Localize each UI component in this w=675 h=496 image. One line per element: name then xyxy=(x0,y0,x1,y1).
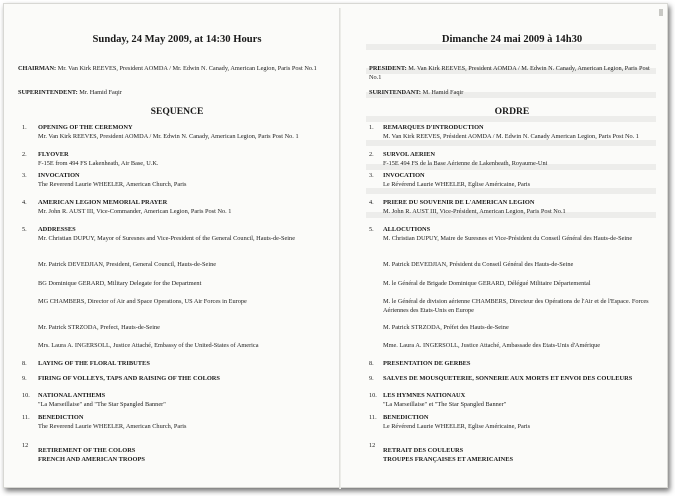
item-detail: Le Révérend Laurie WHEELER, Eglise Américaine, Paris xyxy=(383,180,531,188)
item-detail: Mr. John R. AUST III, Vice-Commander, American Legion, Paris Post No. 1 xyxy=(38,207,232,215)
chairman-line xyxy=(18,65,336,74)
sequence-item xyxy=(369,442,655,464)
item-title: PRESENTATION DE GERBES xyxy=(383,360,471,367)
item-detail: Mr. Van Kirk REEVES, President AOMDA / Mr. Edwin N. Canady, American Legion, Paris Post No. 1 xyxy=(38,132,299,140)
item-title: SALVES DE MOUSQUETERIE, SONNERIE AUX MORTS ET ENVOI DES COULEURS xyxy=(383,375,633,382)
program-document xyxy=(3,3,668,488)
superintendent-label: SUPERINTENDENT: xyxy=(18,89,78,96)
item-number: 11. xyxy=(22,414,30,421)
item-detail: M. John R. AUST III, Vice-Président, American Legion, Paris Post No.1 xyxy=(383,207,566,215)
address-speaker: M. Patrick STRZODA, Préfet des Hauts-de-Seine xyxy=(383,324,509,331)
item-title: LAYING OF THE FLORAL TRIBUTES xyxy=(38,360,150,367)
item-number: 5. xyxy=(369,226,374,233)
item-title: BENEDICTION xyxy=(383,414,429,421)
address-speaker: BG Dominique GERARD, Military Delegate for the Department xyxy=(38,280,202,287)
item-title: OPENING OF THE CEREMONY xyxy=(38,124,133,131)
item-number: 10. xyxy=(22,392,30,399)
item-title: BENEDICTION xyxy=(38,414,84,421)
superintendent-line xyxy=(369,89,655,98)
item-number: 4. xyxy=(22,199,27,206)
item-number: 3. xyxy=(22,172,27,179)
item-title: PRIERE DU SOUVENIR DE L'AMERICAN LEGION xyxy=(383,199,535,206)
item-number: 4. xyxy=(369,199,374,206)
chairman-text: M. Van Kirk REEVES, President AOMDA / M. Edwin N. Canady, American Legion, Paris Post No.1 xyxy=(369,65,650,81)
address-speaker: Mme. Laura A. INGERSOLL, Justice Attaché, Ambassade des Etats-Unis d'Amérique xyxy=(383,342,601,349)
item-number: 2. xyxy=(22,151,27,158)
item-detail: TROUPES FRANÇAISES ET AMERICAINES xyxy=(383,455,514,463)
sequence-item xyxy=(18,442,336,464)
item-detail: M. Van Kirk REEVES, Président AOMDA / M. Edwin N. Canady American Legion, Paris Post No. 1 xyxy=(383,132,639,140)
item-title: RETIREMENT OF THE COLORS xyxy=(38,447,136,454)
item-title: INVOCATION xyxy=(383,172,425,179)
sequence-item xyxy=(369,375,655,384)
page-title: Sunday, 24 May 2009, at 14:30 Hours xyxy=(92,34,262,45)
order-heading: ORDRE xyxy=(494,106,530,117)
item-number: 2. xyxy=(369,151,374,158)
item-detail: F-15E 494 FS de la Base Aérienne de Lakenheath, Royaume-Uni xyxy=(383,159,548,167)
superintendent-line xyxy=(18,89,336,98)
sequence-item xyxy=(369,226,655,243)
address-speaker: Mr. Patrick STRZODA, Prefect, Hauts-de-Seine xyxy=(38,324,160,331)
address-speaker: Mrs. Laura A. INGERSOLL, Justice Attaché, Embassy of the United-States of America xyxy=(38,342,259,349)
item-detail: Mr. Christian DUPUY, Mayor of Suresnes and Vice-President of the General Council, Hauts-de-Seine xyxy=(38,234,295,242)
sequence-item xyxy=(369,172,655,189)
item-number: 12 xyxy=(369,442,376,449)
item-number: 12 xyxy=(22,442,29,449)
item-title: AMERICAN LEGION MEMORIAL PRAYER xyxy=(38,199,168,206)
superintendent-text: M. Hamid Faqir xyxy=(422,89,464,96)
item-title: ALLOCUTIONS xyxy=(383,226,431,233)
sequence-item xyxy=(369,124,655,141)
item-title: FLYOVER xyxy=(38,151,69,158)
superintendent-text: Mr. Hamid Faqir xyxy=(79,89,122,96)
sequence-item xyxy=(18,172,336,189)
sequence-item xyxy=(18,375,336,384)
address-speaker: Mr. Patrick DEVEDJIAN, President, General Council, Hauts-de-Seine xyxy=(38,261,217,268)
sequence-item xyxy=(18,360,336,369)
item-number: 1. xyxy=(22,124,27,131)
item-number: 9. xyxy=(369,375,374,382)
item-detail: FRENCH AND AMERICAN TROOPS xyxy=(38,455,145,463)
item-detail: "La Marseillaise" and "The Star Spangled Banner" xyxy=(38,400,166,408)
sequence-item xyxy=(18,199,336,216)
item-detail: The Reverend Laurie WHEELER, American Church, Paris xyxy=(38,180,187,188)
page-title: Dimanche 24 mai 2009 à 14h30 xyxy=(441,34,583,45)
item-title: FIRING OF VOLLEYS, TAPS AND RAISING OF THE COLORS xyxy=(38,375,220,382)
chairman-label: PRESIDENT: xyxy=(369,65,407,72)
item-title: ADDRESSES xyxy=(38,226,76,233)
sequence-item xyxy=(369,199,655,216)
item-number: 10. xyxy=(369,392,377,399)
item-detail: Le Révérend Laurie WHEELER, Eglise Américaine, Paris xyxy=(383,422,531,430)
item-title: INVOCATION xyxy=(38,172,80,179)
sequence-heading: SEQUENCE xyxy=(150,106,204,117)
sequence-item xyxy=(369,392,655,409)
sequence-item xyxy=(18,392,336,409)
item-title: LES HYMNES NATIONAUX xyxy=(383,392,466,399)
sequence-item xyxy=(18,414,336,431)
address-speaker: M. le Général de division aérienne CHAMBERS, Directeur des Opérations de l'Air et de l'Espace. Forces Aériennes des Etats-Unis en Europe xyxy=(383,298,649,314)
item-title: SURVOL AERIEN xyxy=(383,151,436,158)
corner-mark xyxy=(659,9,663,16)
item-number: 3. xyxy=(369,172,374,179)
item-number: 9. xyxy=(22,375,27,382)
item-title: REMARQUES D'INTRODUCTION xyxy=(383,124,484,131)
sequence-item xyxy=(369,360,655,369)
sequence-item xyxy=(369,414,655,431)
item-number: 8. xyxy=(22,360,27,367)
address-speaker: MG CHAMBERS, Director of Air and Space Operations, US Air Forces in Europe xyxy=(38,298,247,305)
item-detail: F-15E from 494 FS Lakenheath, Air Base, U.K. xyxy=(38,159,159,167)
address-speaker: M. le Général de Brigade Dominique GERARD, Délégué Militaire Départemental xyxy=(383,280,591,287)
item-number: 1. xyxy=(369,124,374,131)
item-number: 11. xyxy=(369,414,377,421)
sequence-item xyxy=(18,226,336,243)
item-number: 5. xyxy=(22,226,27,233)
item-detail: M. Christian DUPUY, Maire de Suresnes et Vice-Président du Conseil Général des Hauts-de-Seine xyxy=(383,234,633,242)
chairman-line xyxy=(369,65,655,82)
chairman-text: Mr. Van Kirk REEVES, President AOMDA / Mr. Edwin N. Canady, American Legion, Paris Post No.1 xyxy=(57,65,317,72)
sequence-item xyxy=(18,151,336,168)
item-detail: "La Marseillaise" et "The Star Spangled Banner" xyxy=(383,400,507,408)
superintendent-label: SURINTENDANT: xyxy=(369,89,422,96)
item-number: 8. xyxy=(369,360,374,367)
page-fold xyxy=(339,8,341,489)
item-detail: The Reverend Laurie WHEELER, American Church, Paris xyxy=(38,422,187,430)
chairman-label: CHAIRMAN: xyxy=(18,65,57,72)
sequence-item xyxy=(369,151,655,168)
item-title: NATIONAL ANTHEMS xyxy=(38,392,106,399)
address-speaker: M. Patrick DEVEDJIAN, Président du Conseil Général des Hauts-de-Seine xyxy=(383,261,574,268)
item-title: RETRAIT DES COULEURS xyxy=(383,447,464,454)
sequence-item xyxy=(18,124,336,141)
